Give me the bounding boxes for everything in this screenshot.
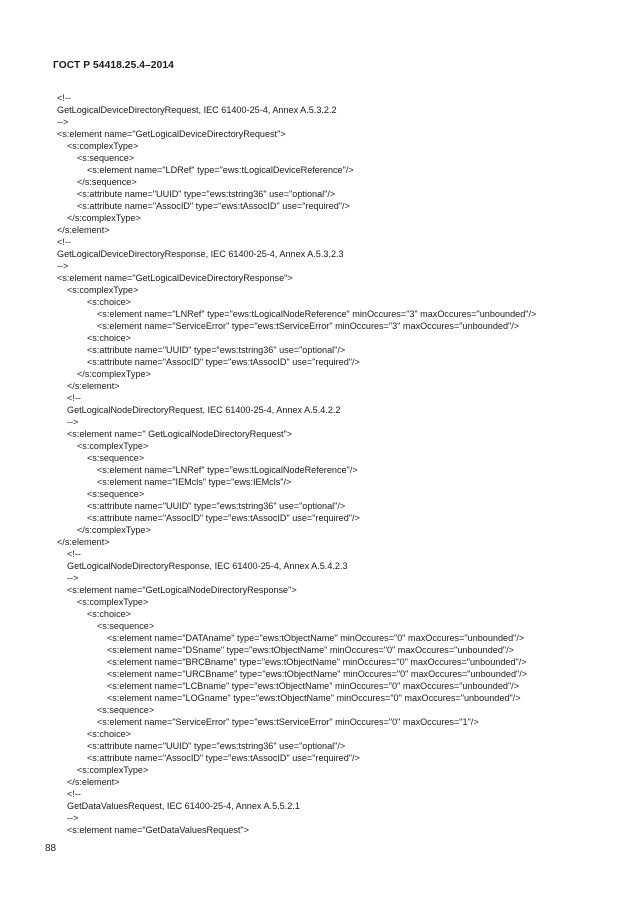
code-line: GetLogicalDeviceDirectoryRequest, IEC 61400-25-4, Annex A.5.3.2.2 <box>57 105 337 115</box>
code-line: <s:choice> <box>87 333 131 343</box>
code-line: <s:element name="LCBname" type="ews:tObjectName" minOccures="0" maxOccures="unbounded"/> <box>107 681 520 691</box>
code-line: </s:element> <box>67 777 120 787</box>
code-line: <s:element name="URCBname" type="ews:tObjectName" minOccures="0" maxOccures="unbounded"/> <box>107 669 528 679</box>
code-line: <s:element name="LNRef" type="ews:tLogicalNodeReference" minOccures="3" maxOccures="unbounded"/> <box>97 309 537 319</box>
code-line: <s:sequence> <box>87 489 145 499</box>
code-line: <s:sequence> <box>97 621 155 631</box>
code-line: GetLogicalDeviceDirectoryResponse, IEC 61400-25-4, Annex A.5.3.2.3 <box>57 249 344 259</box>
code-line: <s:complexType> <box>77 597 149 607</box>
code-line: <s:element name="GetDataValuesRequest"> <box>67 825 249 835</box>
code-line: <s:attribute name="UUID" type="ews:tstring36" use="optional"/> <box>87 741 346 751</box>
code-line: <s:sequence> <box>77 153 135 163</box>
code-line: <s:element name="GetLogicalNodeDirectoryResponse"> <box>67 585 297 595</box>
code-line: --> <box>57 261 69 271</box>
code-line: <s:element name=" GetLogicalNodeDirectoryRequest"> <box>67 429 293 439</box>
code-line: <s:attribute name="AssocID" type="ews:tAssocID" use="required"/> <box>77 201 350 211</box>
code-line: <s:element name="DSname" type="ews:tObjectName" minOccures="0" maxOccures="unbounded"/> <box>107 645 514 655</box>
code-line: <s:element name="ServiceError" type="ews:tServiceError" minOccures="0" maxOccures="1"/> <box>97 717 479 727</box>
code-line: </s:complexType> <box>77 369 151 379</box>
code-line: <!-- <box>67 789 81 799</box>
code-line: <!-- <box>57 93 71 103</box>
code-line: <s:complexType> <box>77 441 149 451</box>
code-line: </s:element> <box>67 381 120 391</box>
code-line: <!-- <box>67 393 81 403</box>
code-line: <s:attribute name="UUID" type="ews:tstring36" use="optional"/> <box>87 501 346 511</box>
code-line: --> <box>67 417 79 427</box>
code-line: <s:element name="GetLogicalDeviceDirectoryRequest"> <box>57 129 286 139</box>
code-line: <s:element name="IEMcls" type="ews:IEMcls"/> <box>97 477 292 487</box>
code-line: </s:complexType> <box>67 213 141 223</box>
code-line: <s:element name="LNRef" type="ews:tLogicalNodeReference"/> <box>97 465 358 475</box>
code-line: <s:choice> <box>87 729 131 739</box>
code-line: --> <box>67 573 79 583</box>
code-line: --> <box>57 117 69 127</box>
page-number: 88 <box>45 843 57 854</box>
code-line: <s:attribute name="AssocID" type="ews:tAssocID" use="required"/> <box>87 513 360 523</box>
code-line: </s:sequence> <box>77 177 137 187</box>
code-line: <s:sequence> <box>97 705 155 715</box>
code-line: GetLogicalNodeDirectoryRequest, IEC 61400-25-4, Annex A.5.4.2.2 <box>67 405 341 415</box>
code-line: GetLogicalNodeDirectoryResponse, IEC 61400-25-4, Annex A.5.4.2.3 <box>67 561 348 571</box>
code-line: <!-- <box>57 237 71 247</box>
code-line: <s:element name="DATAname" type="ews:tObjectName" minOccures="0" maxOccures="unbounded"/> <box>107 633 525 643</box>
code-line: <s:choice> <box>87 609 131 619</box>
code-line: <s:attribute name="AssocID" type="ews:tAssocID" use="required"/> <box>87 753 360 763</box>
code-line: </s:element> <box>57 225 110 235</box>
code-line: <s:complexType> <box>77 765 149 775</box>
code-line: <s:element name="BRCBname" type="ews:tObjectName" minOccures="0" maxOccures="unbounded"/> <box>107 657 527 667</box>
code-line: <s:complexType> <box>67 141 139 151</box>
code-line: <s:attribute name="UUID" type="ews:tstring36" use="optional"/> <box>87 345 346 355</box>
code-line: <s:complexType> <box>67 285 139 295</box>
code-line: GetDataValuesRequest, IEC 61400-25-4, Annex A.5.5.2.1 <box>67 801 300 811</box>
code-line: <s:attribute name="AssocID" type="ews:tAssocID" use="required"/> <box>87 357 360 367</box>
code-line: </s:element> <box>57 537 110 547</box>
code-line: <s:element name="GetLogicalDeviceDirectoryResponse"> <box>57 273 293 283</box>
code-line: <s:choice> <box>87 297 131 307</box>
code-line: <!-- <box>67 549 81 559</box>
code-line: </s:complexType> <box>77 525 151 535</box>
code-line: <s:element name="LDRef" type="ews:tLogicalDeviceReference"/> <box>87 165 354 175</box>
document-header: ГОСТ Р 54418.25.4–2014 <box>53 60 174 71</box>
code-line: <s:sequence> <box>87 453 145 463</box>
code-line: <s:attribute name="UUID" type="ews:tstring36" use="optional"/> <box>77 189 336 199</box>
code-line: --> <box>67 813 79 823</box>
code-line: <s:element name="ServiceError" type="ews:tServiceError" minOccures="3" maxOccures="unbounded"/> <box>97 321 520 331</box>
code-line: <s:element name="LOGname" type="ews:tObjectName" minOccures="0" maxOccures="unbounded"/> <box>107 693 521 703</box>
